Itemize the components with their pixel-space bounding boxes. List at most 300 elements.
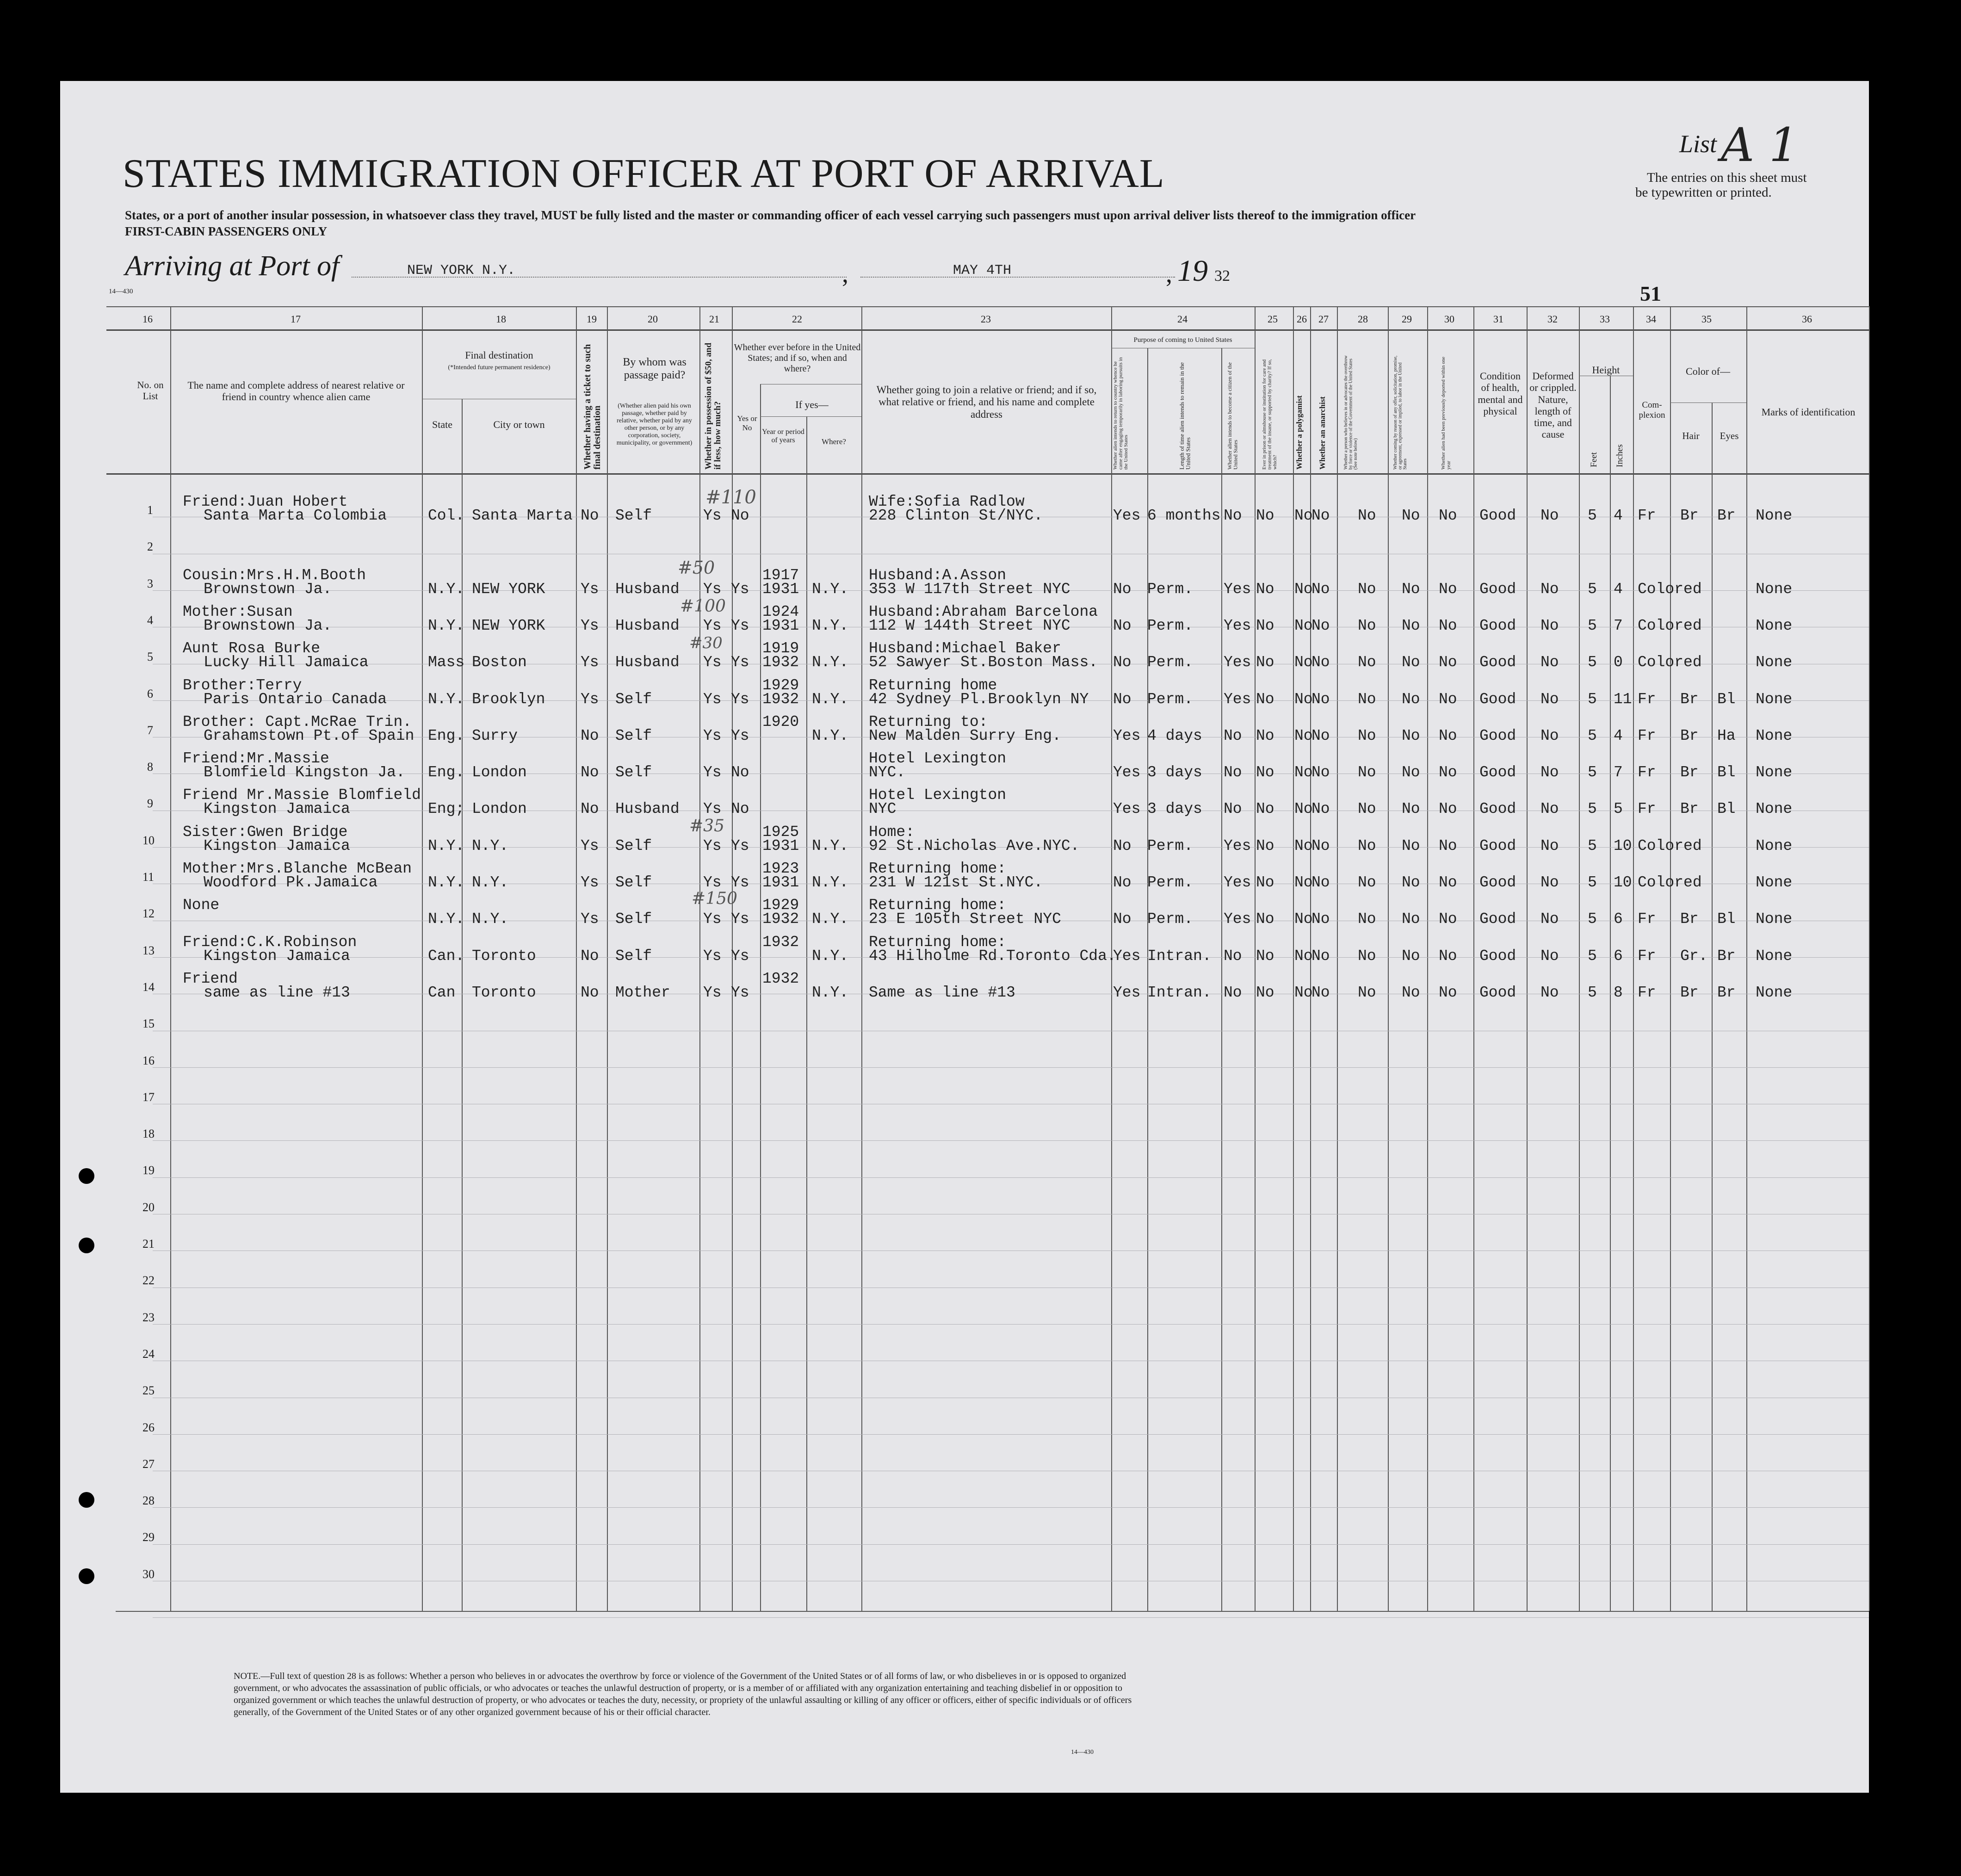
cell-deformed: No (1540, 800, 1559, 818)
cell-citizen: Yes (1224, 617, 1251, 634)
cell-rel1: Friend:Mr.Massie (183, 750, 329, 768)
cell-ticket: No (581, 984, 599, 1001)
cell-city: N.Y. (472, 837, 509, 854)
cell-feet: 5 (1588, 984, 1597, 1001)
line-number: 3 (147, 576, 153, 590)
cell-years2: 1931 (762, 617, 799, 634)
line-number: 21 (142, 1237, 155, 1251)
cell-c29: No (1402, 580, 1420, 598)
cell-eyes: Bl (1717, 910, 1736, 928)
cell-ret: Yes (1113, 947, 1141, 965)
cell-marks: None (1756, 984, 1793, 1001)
cell-rel1: Cousin:Mrs.H.M.Booth (183, 566, 366, 584)
handwritten-money: #50 (678, 557, 715, 578)
col-number: 18 (496, 313, 506, 325)
arriving-label: Arriving at Port of (125, 250, 340, 282)
header-polygamist: Whether a polygamist (1295, 395, 1304, 470)
cell-rel1: Sister:Gwen Bridge (183, 823, 348, 841)
cell-join2: 353 W 117th Street NYC (869, 580, 1070, 598)
cell-join2: New Malden Surry Eng. (869, 727, 1061, 744)
line-number: 12 (142, 907, 155, 921)
cell-ticket: No (581, 947, 599, 965)
cell-c28: No (1358, 800, 1376, 818)
line-number: 10 (142, 833, 155, 847)
cell-join1: Hotel Lexington (869, 786, 1007, 804)
line-number: 30 (142, 1567, 155, 1581)
cell-state: Eng; (428, 800, 465, 818)
cell-city: London (472, 764, 527, 781)
header-years: Year or period of years (762, 428, 804, 445)
handwritten-money: #150 (692, 889, 737, 908)
cell-deformed: No (1540, 947, 1559, 965)
cell-length: 6 months (1147, 507, 1221, 524)
cell-poly: No (1294, 580, 1313, 598)
col-divider (1579, 306, 1580, 1611)
cell-marks: None (1756, 654, 1793, 671)
cell-c28: No (1358, 580, 1376, 598)
cell-ret: No (1113, 837, 1132, 854)
col-number: 35 (1701, 313, 1712, 325)
cell-money: Ys (703, 617, 722, 634)
header-final-destination-note: (*Intended future permanent residence) (448, 364, 551, 371)
cell-city: N.Y. (472, 910, 509, 928)
col-number: 16 (142, 313, 153, 325)
cell-hair: Gr. (1680, 947, 1708, 965)
cell-length: Intran. (1147, 947, 1212, 965)
col-divider (806, 416, 807, 1611)
form-number: 14—430 (109, 288, 133, 295)
cell-c28: No (1358, 984, 1376, 1001)
header-overthrow: Whether a person who believes in or advocates the overthrow by force or violence of the Government of the United States (See note below) (1343, 355, 1358, 470)
cell-ret: No (1113, 910, 1132, 928)
cell-citizen: No (1224, 984, 1242, 1001)
cell-length: Perm. (1147, 837, 1194, 854)
cell-poly: No (1294, 764, 1313, 781)
col-divider (1255, 306, 1256, 1611)
cell-hair: Br (1680, 507, 1699, 524)
cell-inches: 10 (1614, 874, 1632, 891)
cell-join1: Returning home: (869, 897, 1007, 914)
cell-feet: 5 (1588, 654, 1597, 671)
cell-marks: None (1756, 800, 1793, 818)
cell-years: 1932 (762, 933, 799, 951)
row-guide (153, 1140, 1869, 1141)
cell-rel2: Grahamstown Pt.of Spain (204, 727, 414, 744)
col-divider (1633, 306, 1634, 1611)
cell-money: Ys (703, 984, 722, 1001)
cell-c29: No (1402, 984, 1420, 1001)
cell-years: 1923 (762, 860, 799, 877)
cell-state: N.Y. (428, 837, 465, 854)
cell-anarch: No (1311, 910, 1330, 928)
cell-feet: 5 (1588, 580, 1597, 598)
cell-years2: 1932 (762, 690, 799, 708)
col-number: 28 (1358, 313, 1368, 325)
line-number: 6 (147, 687, 153, 700)
cell-paid: Husband (615, 800, 680, 818)
cell-c29: No (1402, 617, 1420, 634)
cell-where: N.Y. (812, 984, 849, 1001)
cell-marks: None (1756, 764, 1793, 781)
row-guide (153, 1434, 1869, 1435)
cell-health: Good (1479, 580, 1516, 598)
cell-years2: 1932 (762, 654, 799, 671)
cell-where: N.Y. (812, 910, 849, 928)
cell-where: N.Y. (812, 654, 849, 671)
cell-where: N.Y. (812, 727, 849, 744)
cell-ticket: No (581, 800, 599, 818)
cell-marks: None (1756, 727, 1793, 744)
cell-anarch: No (1311, 764, 1330, 781)
header-color-of: Color of— (1686, 365, 1730, 377)
cell-money: Ys (703, 947, 722, 965)
cell-length: 3 days (1147, 764, 1202, 781)
cell-marks: None (1756, 580, 1793, 598)
cell-join2: 92 St.Nicholas Ave.NYC. (869, 837, 1080, 854)
cell-paid: Husband (615, 580, 680, 598)
cell-rel2: Kingston Jamaica (204, 947, 350, 965)
cell-health: Good (1479, 947, 1516, 965)
cell-feet: 5 (1588, 800, 1597, 818)
cell-feet: 5 (1588, 874, 1597, 891)
cell-citizen: No (1224, 947, 1242, 965)
cell-paid: Self (615, 947, 652, 965)
header-marks: Marks of identification (1761, 406, 1856, 418)
cell-money: Ys (703, 837, 722, 854)
cell-before: Ys (731, 874, 749, 891)
entries-note: be typewritten or printed. (1635, 185, 1772, 200)
cell-length: Perm. (1147, 617, 1194, 634)
col-divider (1388, 306, 1389, 1611)
header-join: Whether going to join a relative or friend; and if so, what relative or friend, and his name and complete address (876, 384, 1097, 420)
cell-hair: Br (1680, 727, 1699, 744)
cell-city: Santa Marta (472, 507, 573, 524)
cell-join2: 231 W 121st St.NYC. (869, 874, 1043, 891)
cell-years: 1917 (762, 566, 799, 584)
cell-c30: No (1439, 617, 1457, 634)
cell-c28: No (1358, 910, 1376, 928)
cell-eyes: Br (1717, 984, 1736, 1001)
cell-c30: No (1439, 764, 1457, 781)
cell-anarch: No (1311, 800, 1330, 818)
cell-paid: Self (615, 690, 652, 708)
cell-poly: No (1294, 727, 1313, 744)
cell-citizen: No (1224, 507, 1242, 524)
cell-eyes: Ha (1717, 727, 1736, 744)
cell-rel2: Woodford Pk.Jamaica (204, 874, 378, 891)
cell-before: Ys (731, 580, 749, 598)
col-divider (576, 306, 577, 1611)
cell-state: Can (428, 984, 456, 1001)
year-prefix: 19 (1177, 254, 1208, 288)
col-number: 22 (792, 313, 802, 325)
cell-eyes: Bl (1717, 764, 1736, 781)
notice-text: States, or a port of another insular possession, in whatsoever class they travel, MUST be fully listed and the master or commanding officer of each vessel carrying such passengers must upon arrival deliver lists thereof to the immigration officer (125, 208, 1416, 222)
line-number: 17 (142, 1090, 155, 1104)
cell-c30: No (1439, 984, 1457, 1001)
cell-money: Ys (703, 874, 722, 891)
line-number: 23 (142, 1310, 155, 1324)
cell-length: Intran. (1147, 984, 1212, 1001)
header-purpose: Purpose of coming to United States (1133, 336, 1232, 344)
cell-marks: None (1756, 837, 1793, 854)
col-divider (1473, 306, 1474, 1611)
line-number: 5 (147, 650, 153, 664)
cell-anarch: No (1311, 654, 1330, 671)
cell-inches: 4 (1614, 727, 1623, 744)
cell-city: Surry (472, 727, 518, 744)
header-return: Whether alien intends to return to country whence he came after engaging temporarily in laboring pursuits in the United States (1113, 357, 1129, 470)
col-number: 32 (1547, 313, 1558, 325)
port-value: NEW YORK N.Y. (407, 263, 516, 279)
cell-health: Good (1479, 690, 1516, 708)
row-guide (153, 1177, 1869, 1178)
cell-anarch: No (1311, 580, 1330, 598)
cell-ret: No (1113, 874, 1132, 891)
cell-prison: No (1256, 764, 1274, 781)
cell-state: N.Y. (428, 617, 465, 634)
date-line (860, 277, 1175, 278)
col-divider (1221, 348, 1222, 1611)
header-if-yes: If yes— (795, 399, 829, 410)
cell-complexion: Fr (1638, 910, 1656, 928)
cell-c28: No (1358, 507, 1376, 524)
cell-paid: Husband (615, 654, 680, 671)
cell-hair: Br (1680, 910, 1699, 928)
cell-rel1: Friend:Juan Hobert (183, 493, 348, 510)
cell-c28: No (1358, 690, 1376, 708)
cell-complexion: Colored (1638, 580, 1702, 598)
cell-inches: 6 (1614, 947, 1623, 965)
cell-citizen: Yes (1224, 874, 1251, 891)
cell-eyes: Bl (1717, 690, 1736, 708)
cell-deformed: No (1540, 984, 1559, 1001)
cell-ticket: No (581, 727, 599, 744)
cell-complexion: Colored (1638, 837, 1702, 854)
cell-prison: No (1256, 690, 1274, 708)
cell-paid: Self (615, 910, 652, 928)
cell-poly: No (1294, 910, 1313, 928)
cell-state: Col. (428, 507, 465, 524)
cell-marks: None (1756, 910, 1793, 928)
line-number: 7 (147, 723, 153, 737)
col-divider (1527, 306, 1528, 1611)
col-divider (861, 306, 862, 1611)
cell-c29: No (1402, 727, 1420, 744)
cell-c30: No (1439, 507, 1457, 524)
cell-prison: No (1256, 910, 1274, 928)
line-number: 29 (142, 1530, 155, 1544)
cell-ticket: No (581, 764, 599, 781)
row-guide (153, 1507, 1869, 1508)
line-number: 9 (147, 797, 153, 811)
row-guide (153, 1067, 1869, 1068)
cell-before: Ys (731, 984, 749, 1001)
line-number: 13 (142, 943, 155, 957)
cell-prison: No (1256, 617, 1274, 634)
cell-c29: No (1402, 947, 1420, 965)
cell-c30: No (1439, 874, 1457, 891)
cell-where: N.Y. (812, 874, 849, 891)
cell-poly: No (1294, 837, 1313, 854)
entries-note: The entries on this sheet must (1647, 170, 1807, 185)
cell-marks: None (1756, 874, 1793, 891)
col-number: 29 (1402, 313, 1412, 325)
col-divider (1147, 348, 1148, 1611)
cell-deformed: No (1540, 507, 1559, 524)
col-divider (1337, 306, 1338, 1611)
col-number: 30 (1444, 313, 1454, 325)
footnote: NOTE.—Full text of question 28 is as follows: Whether a person who believes in or advocates the overthrow by force or violence of the Government of the United States or of all forms of law, or who disbelieves in or is opposed to organized government, or who advocates the assassination of public officials, or who advocates or teaches the unlawful destruction of property, or is a member of or affiliated with any organization entertaining and teaching disbelief in or opposition to organized government or which teaches the unlawful destruction of property, or who advocates or teaches the duty, necessity, or propriety of the unlawful assaulting or killing of any officer or officers, either of specific individuals or of officers generally, of the Government of the United States or of any other organized government because of his or their official character. (234, 1671, 1132, 1717)
cell-state: N.Y. (428, 910, 465, 928)
col-divider (1427, 306, 1428, 1611)
col-number: 31 (1493, 313, 1503, 325)
cell-before: No (731, 800, 749, 818)
cell-ret: Yes (1113, 764, 1141, 781)
year-suffix: 32 (1214, 267, 1230, 285)
cell-inches: 5 (1614, 800, 1623, 818)
cell-c29: No (1402, 764, 1420, 781)
cell-join1: Returning home: (869, 933, 1007, 951)
cell-rel2: Blomfield Kingston Ja. (204, 764, 405, 781)
cell-state: N.Y. (428, 580, 465, 598)
col-number: 17 (291, 313, 301, 325)
cell-before: Ys (731, 617, 749, 634)
cell-ticket: Ys (581, 580, 599, 598)
cell-health: Good (1479, 507, 1516, 524)
col-divider (1746, 306, 1747, 1611)
cell-c28: No (1358, 874, 1376, 891)
cell-feet: 5 (1588, 727, 1597, 744)
cell-inches: 8 (1614, 984, 1623, 1001)
binder-hole (79, 1568, 94, 1584)
cell-paid: Husband (615, 617, 680, 634)
cell-prison: No (1256, 654, 1274, 671)
header-before: Whether ever before in the United States; and if so, when and where? (734, 342, 861, 374)
cell-years2: 1931 (762, 837, 799, 854)
cell-prison: No (1256, 947, 1274, 965)
cell-health: Good (1479, 837, 1516, 854)
cell-ret: No (1113, 580, 1132, 598)
cell-marks: None (1756, 617, 1793, 634)
header-final-destination: Final destination (465, 349, 533, 361)
row-guide (153, 1617, 1869, 1618)
cell-where: N.Y. (812, 617, 849, 634)
cell-rel2: Lucky Hill Jamaica (204, 654, 369, 671)
col-number: 33 (1600, 313, 1610, 325)
header-prison: Ever in prison or almshouse or institution for care and treatment of the insane, or supported by charity? If so, which? (1262, 359, 1278, 470)
cell-deformed: No (1540, 764, 1559, 781)
cell-marks: None (1756, 507, 1793, 524)
cell-state: Eng. (428, 727, 465, 744)
cell-join1: Hotel Lexington (869, 750, 1007, 768)
header-inches: Inches (1615, 444, 1625, 467)
header-citizen: Whether alien intends to become a citizen of the United States (1226, 362, 1239, 470)
cell-rel2: Santa Marta Colombia (204, 507, 387, 524)
cell-inches: 0 (1614, 654, 1623, 671)
cell-inches: 7 (1614, 617, 1623, 634)
cell-join2: 112 W 144th Street NYC (869, 617, 1070, 634)
line-number: 2 (147, 540, 153, 554)
page-title: STATES IMMIGRATION OFFICER AT PORT OF ARRIVAL (123, 151, 1165, 196)
cell-c30: No (1439, 910, 1457, 928)
cell-deformed: No (1540, 617, 1559, 634)
list-value: A 1 (1721, 118, 1799, 172)
cell-before: No (731, 507, 749, 524)
cell-complexion: Fr (1638, 800, 1656, 818)
cell-length: 4 days (1147, 727, 1202, 744)
cell-inches: 4 (1614, 580, 1623, 598)
cell-ticket: Ys (581, 837, 599, 854)
cell-rel1: Mother:Susan (183, 603, 293, 620)
cell-city: Toronto (472, 984, 536, 1001)
line-number: 25 (142, 1384, 155, 1398)
cell-join2: NYC. (869, 764, 906, 781)
binder-hole (79, 1238, 94, 1253)
handwritten-money: #35 (689, 817, 724, 836)
table-header-rule (106, 473, 1869, 475)
header-hair: Hair (1682, 430, 1700, 441)
cell-years2: 1931 (762, 874, 799, 891)
cell-paid: Self (615, 727, 652, 744)
line-number: 18 (142, 1127, 155, 1141)
cell-join1: Returning home: (869, 860, 1007, 877)
row-guide (153, 1544, 1869, 1545)
cell-city: NEW YORK (472, 617, 545, 634)
cell-deformed: No (1540, 690, 1559, 708)
cell-health: Good (1479, 764, 1516, 781)
header-height: Height (1592, 364, 1620, 376)
cell-money: Ys (703, 800, 722, 818)
cell-city: Boston (472, 654, 527, 671)
cell-paid: Self (615, 874, 652, 891)
header-list-number: No. on List (137, 379, 164, 402)
header-deported: Whether alien had been previously deported within one year (1441, 356, 1452, 470)
cell-anarch: No (1311, 727, 1330, 744)
cell-city: NEW YORK (472, 580, 545, 598)
list-label: List (1679, 130, 1717, 158)
cell-years: 1929 (762, 676, 799, 694)
cell-health: Good (1479, 984, 1516, 1001)
cell-join1: Returning to: (869, 713, 988, 731)
cell-complexion: Fr (1638, 727, 1656, 744)
cell-before: Ys (731, 727, 749, 744)
cell-prison: No (1256, 800, 1274, 818)
cell-money: Ys (703, 727, 722, 744)
cell-feet: 5 (1588, 690, 1597, 708)
line-number: 16 (142, 1053, 155, 1067)
cell-years: 1924 (762, 603, 799, 620)
col-number: 26 (1297, 313, 1307, 325)
line-number: 28 (142, 1494, 155, 1508)
cell-poly: No (1294, 984, 1313, 1001)
cell-eyes: Br (1717, 947, 1736, 965)
row-guide (153, 1324, 1869, 1325)
col-number: 21 (709, 313, 719, 325)
cell-where: N.Y. (812, 580, 849, 598)
cell-join2: 228 Clinton St/NYC. (869, 507, 1043, 524)
cell-join1: Wife:Sofia Radlow (869, 493, 1025, 510)
cell-prison: No (1256, 984, 1274, 1001)
cell-complexion: Fr (1638, 947, 1656, 965)
cell-citizen: No (1224, 727, 1242, 744)
cell-health: Good (1479, 617, 1516, 634)
cell-city: Brooklyn (472, 690, 545, 708)
cell-money: Ys (703, 580, 722, 598)
cell-join2: Same as line #13 (869, 984, 1015, 1001)
cell-health: Good (1479, 800, 1516, 818)
cell-before: Ys (731, 654, 749, 671)
